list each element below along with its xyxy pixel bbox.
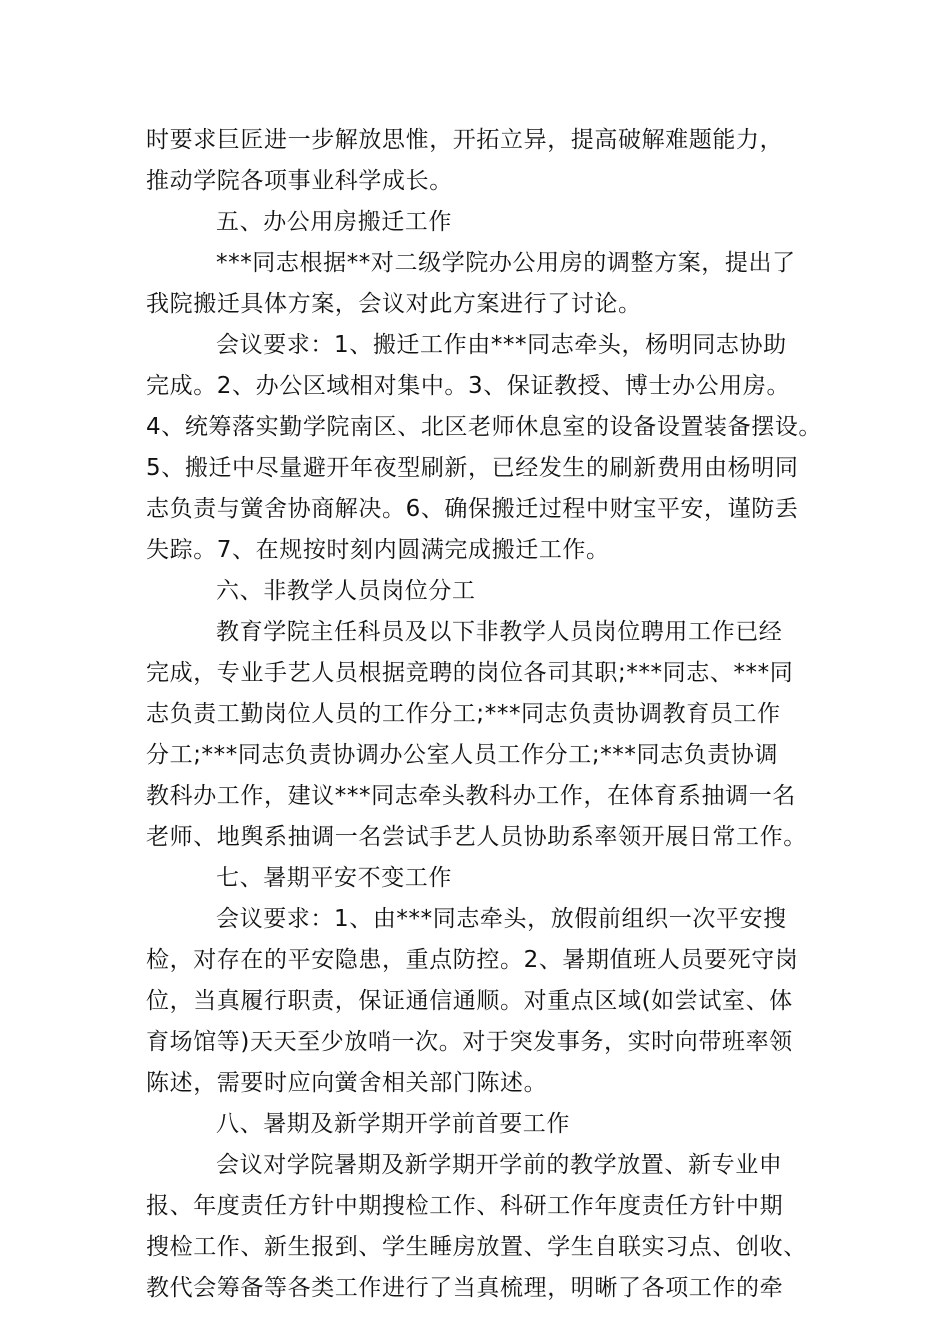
- section-heading: 五、办公用房搬迁工作: [216, 209, 452, 235]
- section-heading: 六、非教学人员岗位分工: [216, 578, 476, 604]
- paragraph-start: 会议要求：1、搬迁工作由***同志牵头，杨明同志协助: [216, 332, 787, 358]
- text-line: 5、搬迁中尽量避开年夜型刷新，已经发生的刷新费用由杨明同: [146, 455, 799, 481]
- section-heading: 七、暑期平安不变工作: [216, 865, 452, 891]
- text-line: 我院搬迁具体方案，会议对此方案进行了讨论。: [146, 291, 642, 317]
- paragraph-start: 会议对学院暑期及新学期开学前的教学放置、新专业申: [216, 1152, 783, 1178]
- text-line: 推动学院各项事业科学成长。: [146, 168, 453, 194]
- text-line: 育场馆等)天天至少放哨一次。对于突发事务，实时向带班率领: [146, 1029, 793, 1055]
- text-line: 陈述，需要时应向黉舍相关部门陈述。: [146, 1070, 548, 1096]
- text-line: 完成。2、办公区域相对集中。3、保证教授、博士办公用房。: [146, 373, 791, 399]
- text-line: 搜检工作、新生报到、学生睡房放置、学生自联实习点、创收、: [146, 1234, 807, 1260]
- paragraph-start: 教育学院主任科员及以下非教学人员岗位聘用工作已经: [216, 619, 783, 645]
- text-line: 4、统筹落实勤学院南区、北区老师休息室的设备设置装备摆设。: [146, 414, 823, 440]
- text-line: 失踪。7、在规按时刻内圆满完成搬迁工作。: [146, 537, 610, 563]
- text-line: 教科办工作，建议***同志牵头教科办工作，在体育系抽调一名: [146, 783, 796, 809]
- text-line: 位，当真履行职责，保证通信通顺。对重点区域(如尝试室、体: [146, 988, 793, 1014]
- paragraph-start: ***同志根据**对二级学院办公用房的调整方案，提出了: [216, 250, 796, 276]
- section-heading: 八、暑期及新学期开学前首要工作: [216, 1111, 570, 1137]
- text-line: 教代会筹备等各类工作进行了当真梳理，明晰了各项工作的牵: [146, 1275, 784, 1301]
- text-line: 检，对存在的平安隐患，重点防控。2、暑期值班人员要死守岗: [146, 947, 799, 973]
- text-line: 完成，专业手艺人员根据竞聘的岗位各司其职;***同志、***同: [146, 660, 794, 686]
- text-line: 志负责工勤岗位人员的工作分工;***同志负责协调教育员工作: [146, 701, 781, 727]
- text-line: 志负责与黉舍协商解决。6、确保搬迁过程中财宝平安，谨防丢: [146, 496, 799, 522]
- text-line: 时要求巨匠进一步解放思惟，开拓立异，提高破解难题能力，: [146, 127, 784, 153]
- text-line: 分工;***同志负责协调办公室人员工作分工;***同志负责协调: [146, 742, 779, 768]
- document-body: [146, 120, 826, 1309]
- text-line: 老师、地舆系抽调一名尝试手艺人员协助系率领开展日常工作。: [146, 824, 807, 850]
- text-line: 报、年度责任方针中期搜检工作、科研工作年度责任方针中期: [146, 1193, 784, 1219]
- paragraph-start: 会议要求：1、由***同志牵头，放假前组织一次平安搜: [216, 906, 787, 932]
